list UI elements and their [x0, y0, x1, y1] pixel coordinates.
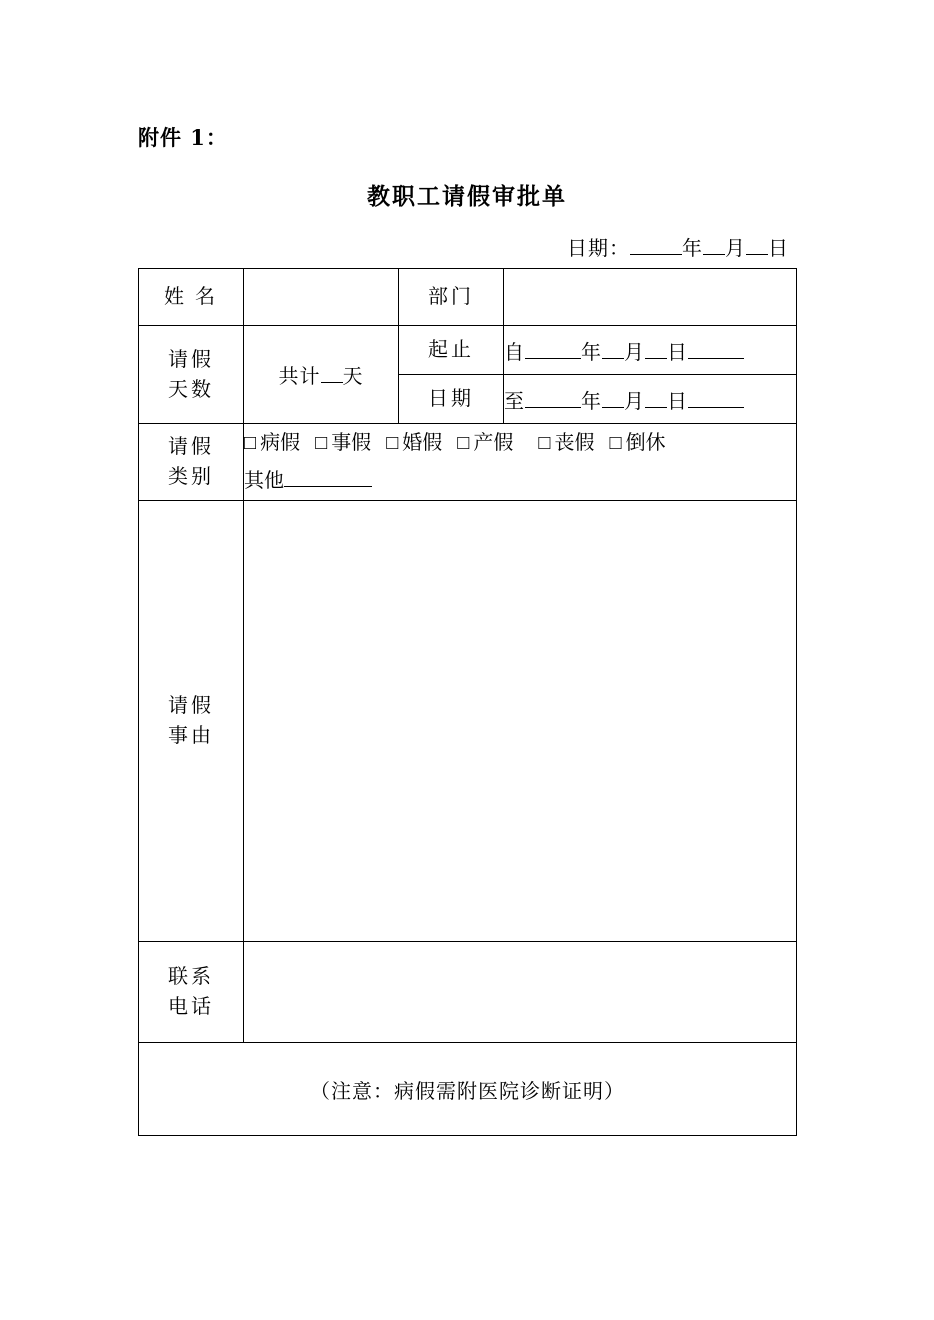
period-from-prefix: 自 — [504, 341, 525, 364]
name-value[interactable] — [244, 269, 399, 326]
leave-type-options — [244, 424, 797, 501]
table-row-leave-type — [139, 424, 797, 501]
days-total-unit: 天 — [342, 366, 364, 388]
checkbox-bereavement-leave-icon[interactable]: □ — [538, 432, 551, 454]
leave-type-other-label: 其他 — [244, 470, 284, 492]
from-month-unit: 月 — [624, 341, 645, 364]
date-year-unit: 年 — [682, 238, 703, 260]
leave-type-options-row — [244, 424, 796, 462]
table-row-name — [139, 269, 797, 326]
days-label — [139, 326, 244, 424]
period-label-line1: 起止 — [399, 326, 504, 375]
attachment-label: 附件 1： — [138, 125, 228, 150]
name-label: 姓 名 — [139, 269, 244, 326]
reason-label-line1: 请假 — [168, 695, 214, 717]
from-day-unit: 日 — [667, 341, 688, 364]
table-row-contact — [139, 942, 797, 1043]
date-day-unit: 日 — [768, 238, 789, 260]
contact-label — [139, 942, 244, 1043]
contact-label-line1: 联系 — [168, 966, 214, 988]
to-day-unit: 日 — [667, 390, 688, 413]
option-label-4: 丧假 — [554, 432, 595, 454]
leave-type-other-row — [244, 462, 796, 500]
contact-value[interactable] — [244, 942, 797, 1043]
period-to-value[interactable] — [504, 375, 797, 424]
checkbox-sick-leave-icon[interactable]: □ — [244, 432, 257, 454]
note-text: （注意：病假需附医院诊断证明） — [139, 1043, 797, 1136]
option-label-1: 事假 — [331, 432, 372, 454]
leave-request-form-table — [138, 268, 797, 1136]
date-prefix: 日期： — [567, 238, 630, 260]
date-month-unit: 月 — [725, 238, 746, 260]
from-month-blank[interactable] — [602, 358, 624, 359]
days-label-line2: 天数 — [168, 378, 214, 401]
to-day-blank[interactable] — [645, 407, 667, 408]
leave-type-label — [139, 424, 244, 501]
from-day-blank[interactable] — [645, 358, 667, 359]
days-total-prefix: 共计 — [278, 366, 321, 388]
days-total-blank[interactable] — [321, 382, 343, 383]
table-row-reason — [139, 501, 797, 942]
from-year-unit: 年 — [581, 341, 602, 364]
reason-label-line2: 事由 — [168, 725, 214, 747]
date-line — [567, 232, 789, 261]
checkbox-personal-leave-icon[interactable]: □ — [315, 432, 328, 454]
period-to-prefix: 至 — [504, 390, 525, 413]
option-label-0: 病假 — [260, 432, 301, 454]
to-year-blank[interactable] — [525, 407, 581, 408]
option-label-2: 婚假 — [402, 432, 443, 454]
department-value[interactable] — [504, 269, 797, 326]
from-year-blank[interactable] — [525, 358, 581, 359]
to-month-unit: 月 — [624, 390, 645, 413]
date-year-blank[interactable] — [630, 254, 682, 255]
reason-value[interactable] — [244, 501, 797, 942]
leave-type-label-line2: 类别 — [168, 466, 214, 488]
period-from-value[interactable] — [504, 326, 797, 375]
period-label-line2: 日期 — [399, 375, 504, 424]
table-row-note — [139, 1043, 797, 1136]
page-title: 教职工请假审批单 — [367, 183, 567, 210]
option-label-3: 产假 — [473, 432, 514, 454]
checkbox-marriage-leave-icon[interactable]: □ — [386, 432, 399, 454]
from-time-blank[interactable] — [688, 358, 744, 359]
to-year-unit: 年 — [581, 390, 602, 413]
option-label-5: 倒休 — [625, 432, 666, 454]
table-row-days-from — [139, 326, 797, 375]
days-label-line1: 请假 — [168, 348, 214, 371]
to-month-blank[interactable] — [602, 407, 624, 408]
leave-type-other-blank[interactable] — [284, 486, 372, 487]
reason-label — [139, 501, 244, 942]
date-month-blank[interactable] — [703, 254, 725, 255]
contact-label-line2: 电话 — [168, 996, 214, 1018]
department-label: 部门 — [399, 269, 504, 326]
checkbox-maternity-leave-icon[interactable]: □ — [457, 432, 470, 454]
date-day-blank[interactable] — [746, 254, 768, 255]
checkbox-compensatory-leave-icon[interactable]: □ — [609, 432, 622, 454]
to-time-blank[interactable] — [688, 407, 744, 408]
leave-type-label-line1: 请假 — [168, 436, 214, 458]
days-total-value[interactable] — [244, 326, 399, 424]
